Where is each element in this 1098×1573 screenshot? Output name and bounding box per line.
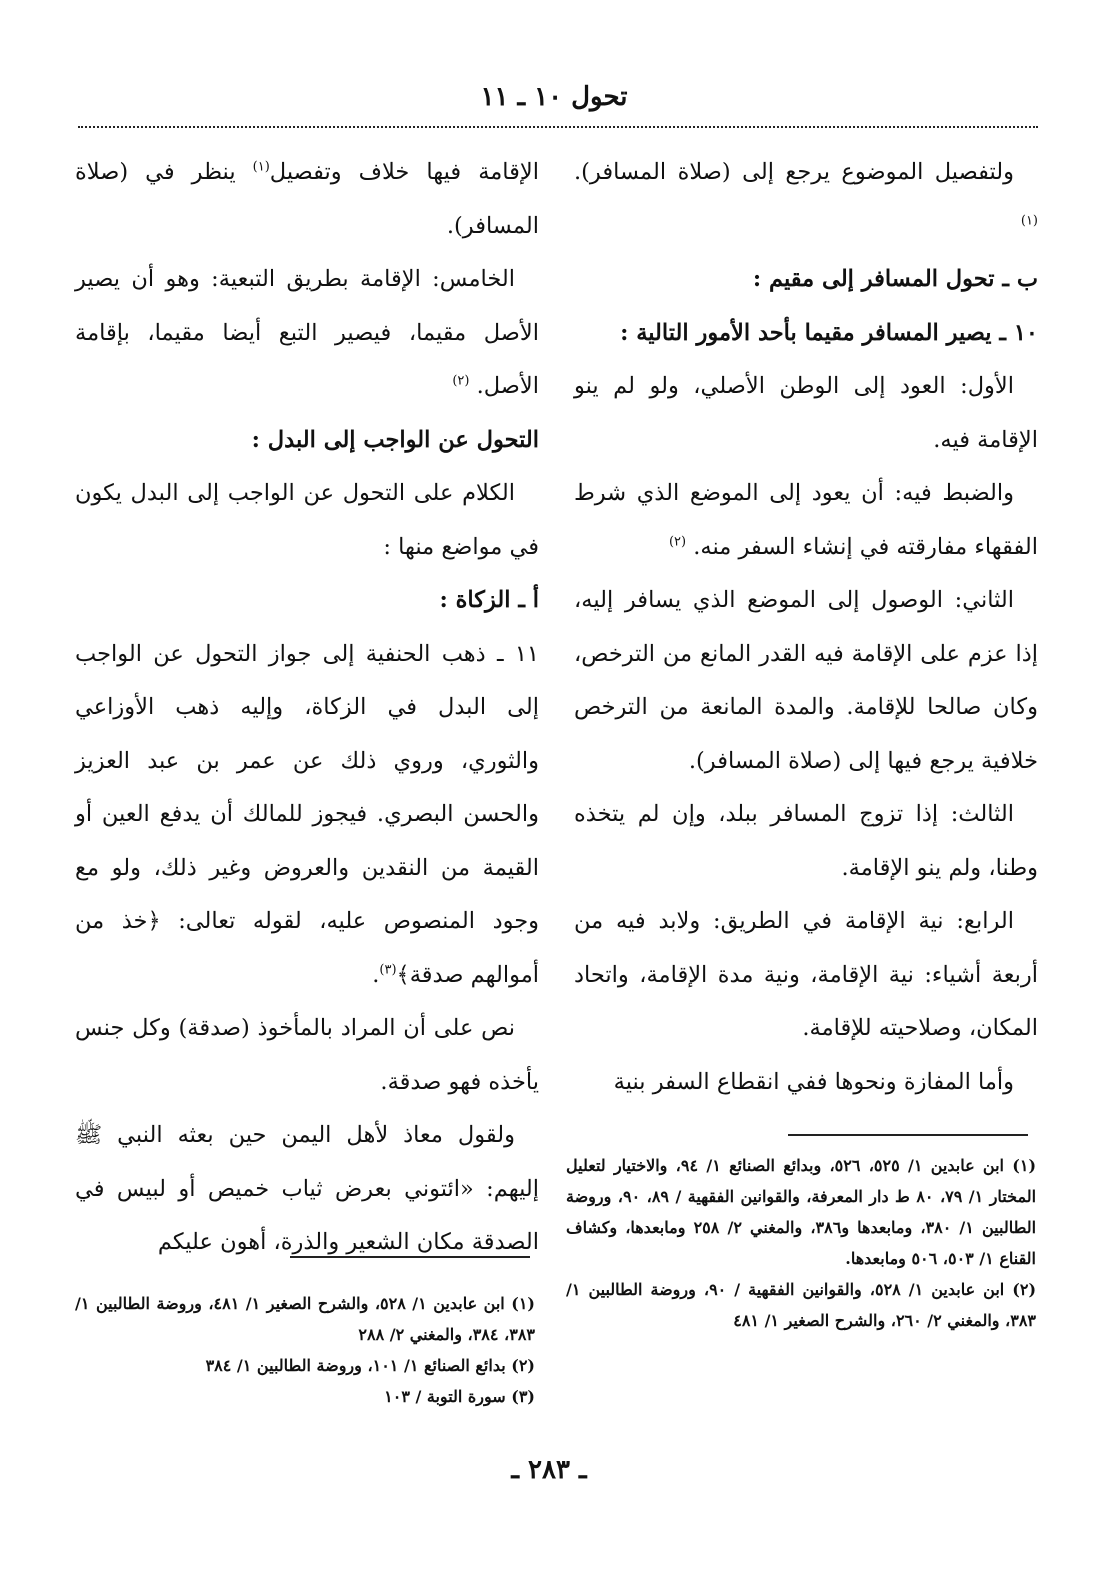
- paragraph: [75, 253, 539, 414]
- footnote-separator: [290, 1256, 530, 1258]
- footnote: (٣) سورة التوبة / ١٠٣: [384, 1387, 535, 1406]
- footnote-ref: (١): [252, 159, 270, 175]
- section-heading: ب ـ تحول المسافر إلى مقيم :: [752, 266, 1038, 292]
- right-column: [574, 146, 1038, 1109]
- header-dotted-rule: [78, 126, 1038, 128]
- paragraph: الكلام على التحول عن الواجب إلى البدل يكون في مواضع منها :: [75, 480, 539, 560]
- paragraph-text: ينظر في (صلاة المسافر).: [75, 159, 539, 239]
- paragraph-text: والضبط فيه: أن يعود إلى الموضع الذي شرط الفقهاء مفارقته في إنشاء السفر منه.: [574, 480, 1038, 560]
- paragraph: الثالث: إذا تزوج المسافر ببلد، وإن لم يتخذه وطنا، ولم ينو الإقامة.: [574, 801, 1038, 881]
- paragraph: الأول: العود إلى الوطن الأصلي، ولو لم ينو الإقامة فيه.: [574, 373, 1038, 453]
- footnote-ref: (١): [1020, 213, 1038, 228]
- paragraph: نص على أن المراد بالمأخوذ (صدقة) وكل جنس يأخذه فهو صدقة.: [75, 1015, 539, 1095]
- paragraph: [574, 146, 1038, 253]
- paragraph: [574, 467, 1038, 574]
- footnote: (٢) ابن عابدين ١/ ٥٢٨، والقوانين الفقهية / ٩٠، وروضة الطالبين ١/ ٣٨٣، والمغني ٢/ ٢٦٠، والشرح الصغير ١/ ٤٨١: [566, 1280, 1037, 1330]
- page-number: ـ ٢٨٣ ـ: [511, 1455, 587, 1485]
- subsection-heading: أ ـ الزكاة :: [439, 587, 539, 613]
- footnote-ref: (٣): [379, 962, 397, 977]
- paragraph-text: ولتفصيل الموضوع يرجع إلى (صلاة المسافر).: [574, 159, 1014, 185]
- paragraph: ولقول معاذ لأهل اليمن حين بعثه النبي ﷺ إليهم: «ائتوني بعرض ثياب خميص أو لبيس في الصدقة مكان الشعير والذرة، أهون عليكم: [75, 1122, 539, 1255]
- footnote: (١) ابن عابدين ١/ ٥٢٥، ٥٢٦، وبدائع الصنائع ١/ ٩٤، والاختيار لتعليل المختار ١/ ٧٩، ٨٠ ط دار المعرفة، والقوانين الفقهية / ٨٩، ٩٠، وروضة الطالبين ١/ ٣٨٠، ومابعدها و٣٨٦، والمغني ٢/ ٢٥٨ ومابعدها، وكشاف القناع ١/ ٥٠٣، ٥٠٦ ومابعدها.: [566, 1156, 1037, 1268]
- footnote-separator: [788, 1134, 1028, 1136]
- left-column: [75, 146, 539, 1270]
- section-heading: التحول عن الواجب إلى البدل :: [251, 426, 539, 453]
- footnote-ref: (٢): [668, 534, 687, 549]
- paragraph: [75, 146, 539, 253]
- paragraph-text: الإقامة فيها خلاف وتفصيل: [269, 159, 539, 185]
- paragraph-text: الخامس: الإقامة بطريق التبعية: وهو أن يصير الأصل مقيما، فيصير التبع أيضا مقيما، بإقامة الأصل.: [75, 266, 539, 399]
- paragraph: ١١ ـ ذهب الحنفية إلى جواز التحول عن الواجب إلى البدل في الزكاة، وإليه ذهب الأوزاعي والثوري، وروي ذلك عن عمر بن عبد العزيز والحسن البصري. فيجوز للمالك أن يدفع العين أو القيمة من النقدين والعروض وغير ذلك، ولو مع وجود المنصوص عليه، لقوله تعالى: ﴿خذ من أموالهم صدقة﴾$^{(٣)}$.: [75, 640, 539, 988]
- paragraph: الثاني: الوصول إلى الموضع الذي يسافر إليه، إذا عزم على الإقامة فيه القدر المانع من الترخص، وكان صالحا للإقامة. والمدة المانعة من الترخص خلافية يرجع فيها إلى (صلاة المسافر).: [574, 587, 1038, 774]
- paragraph: ١٠ ـ يصير المسافر مقيما بأحد الأمور التالية :: [620, 319, 1038, 346]
- footnote-ref: (٢): [452, 373, 470, 389]
- footnote: (٢) بدائع الصنائع ١/ ١٠١، وروضة الطالبين ١/ ٣٨٤: [205, 1356, 535, 1375]
- footnote: (١) ابن عابدين ١/ ٥٢٨، والشرح الصغير ١/ ٤٨١، وروضة الطالبين ١/ ٣٨٣، ٣٨٤، والمغني ٢/ ٢٨٨: [75, 1294, 535, 1344]
- footnotes-right: [566, 1150, 1036, 1336]
- paragraph: وأما المفازة ونحوها ففي انقطاع السفر بنية: [613, 1068, 1014, 1095]
- paragraph-text: ١١ ـ ذهب الحنفية إلى جواز التحول عن الواجب إلى البدل في الزكاة، وإليه ذهب الأوزاعي والثوري، وروي ذلك عن عمر بن عبد العزيز والحسن البصري. فيجوز للمالك أن يدفع العين أو القيمة من النقدين والعروض وغير ذلك، ولو مع وجود المنصوص عليه، لقوله تعالى: ﴿خذ من أموالهم صدقة﴾: [75, 640, 539, 988]
- footnotes-left: [75, 1288, 535, 1412]
- paragraph: الرابع: نية الإقامة في الطريق: ولابد فيه من أربعة أشياء: نية الإقامة، ونية مدة الإقامة، واتحاد المكان، وصلاحيته للإقامة.: [574, 908, 1038, 1041]
- running-header: تحول ١٠ ـ ١١: [480, 82, 628, 112]
